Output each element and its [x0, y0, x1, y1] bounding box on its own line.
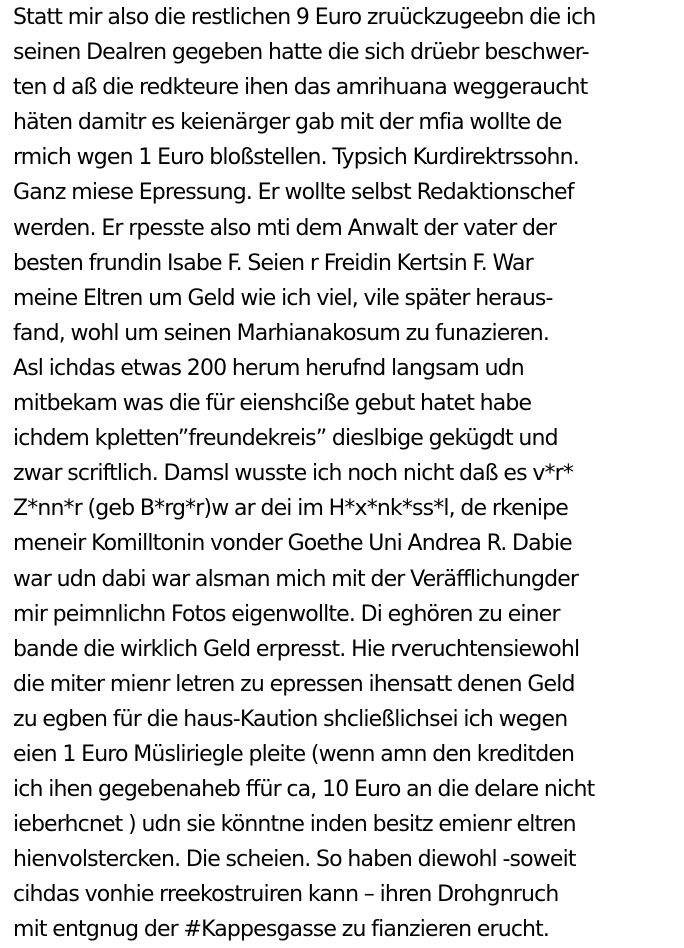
text-line: werden. Er rpesste also mti dem Anwalt der vater der: [13, 215, 557, 241]
text-line: zwar scriftlich. Damsl wusste ich noch nicht daß es v*r*: [13, 461, 573, 487]
text-line: Ganz miese Epressung. Er wollte selbst Redaktionschef: [13, 180, 574, 206]
text-line: meneir Komilltonin vonder Goethe Uni Andrea R. Dabie: [13, 531, 572, 557]
text-line: rmich wgen 1 Euro bloßstellen. Typsich Kurdirektrssohn.: [13, 145, 579, 171]
text-line: häten damitr es keienärger gab mit der mfia wollte de: [13, 110, 562, 136]
text-line: war udn dabi war alsman mich mit der Veräfflichungder: [13, 566, 579, 592]
text-line: ten d aß die redkteure ihen das amrihuana weggeraucht: [13, 75, 588, 101]
text-line: die miter mienr letren zu epressen ihensatt denen Geld: [13, 671, 575, 697]
text-line: mitbekam was die für eienshcißе gebut hatet habe: [13, 391, 532, 417]
text-line: eien 1 Euro Müsliriegle pleite (wenn amn den kreditden: [13, 741, 575, 767]
text-line: Statt mir also die restlichen 9 Euro zruückzugeebn die ich: [13, 5, 596, 30]
text-line: meine Eltren um Geld wie ich viel, vile später heraus-: [13, 285, 553, 311]
document-body-text: [13, 0, 681, 948]
text-line: bande die wirklich Geld erpresst. Hie rveruchtensiewohl: [13, 636, 580, 662]
text-line: hienvolstercken. Die scheien. So haben diewohl -soweit: [13, 847, 576, 873]
text-line: mit entgnug der #Kappesgasse zu fianzieren erucht.: [13, 917, 550, 943]
text-line: ichdem kpletten”freundekreis” dieslbige gekügdt und: [13, 426, 558, 452]
text-line: zu egben für die haus-Kaution shcließlichsei ich wegen: [13, 706, 568, 732]
text-line: Z*nn*r (geb B*rg*r)w ar dei im H*x*nk*ss*l, de rkenipe: [13, 496, 568, 522]
text-line: ich ihen gegebenaheb ffür ca, 10 Euro an die delare nicht: [13, 777, 595, 803]
text-line: fand, wohl um seinen Marhianakosum zu funazieren.: [13, 320, 550, 346]
text-line: seinen Dealren gegeben hatte die sich drüebr beschwer-: [13, 40, 589, 66]
text-line: ieberhcnet ) udn sie könntne inden besitz emienr eltren: [13, 812, 576, 838]
text-line: mir peimnlichn Fotos eigenwollte. Di eghören zu einer: [13, 601, 560, 627]
text-line: cihdas vonhie rreekostruiren kann – ihren Drohgnruch: [13, 882, 559, 908]
text-line: Asl ichdas etwas 200 herum herufnd langsam udn: [13, 355, 524, 381]
text-line: besten frundin Isabe F. Seien r Freidin Kertsin F. War: [13, 250, 533, 276]
